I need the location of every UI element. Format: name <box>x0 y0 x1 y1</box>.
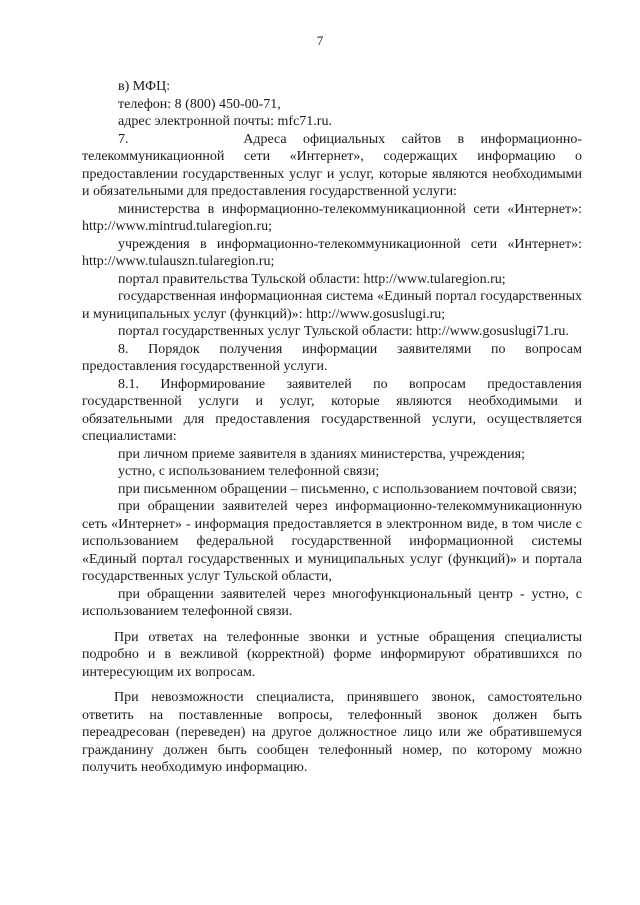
paragraph: устно, с использованием телефонной связи; <box>118 464 380 479</box>
paragraph: государственная информационная система «Единый портал государственных и муниципальных услуг (функций)»: http://www.gosuslugi.ru; <box>82 289 582 322</box>
paragraph: 8. Порядок получения информации заявителями по вопросам предоставления государственной услуги. <box>82 341 582 374</box>
paragraph: телефон: 8 (800) 450-00-71, <box>118 96 281 112</box>
paragraph: портал правительства Тульской области: http://www.tularegion.ru; <box>118 271 506 287</box>
paragraph: При ответах на телефонные звонки и устные обращения специалисты подробно и в вежливой (корректной) форме информируют обратившихся по интересующим их вопросам. <box>82 629 582 680</box>
paragraph: При невозможности специалиста, принявшего звонок, самостоятельно ответить на поставленные вопросы, телефонный звонок должен быть переадресован (переведен) на другое должностное лицо или же обратившемуся гражданину должен быть сообщен телефонный номер, по которому можно получить необходимую информацию. <box>82 690 582 775</box>
paragraph: портал государственных услуг Тульской области: http://www.gosuslugi71.ru. <box>118 324 569 339</box>
paragraph: 8.1. Информирование заявителей по вопросам предоставления государственной услуги и услуг, которые являются необходимыми и обязательными для предоставления государственной услуги, осуществляется специалистами: <box>82 376 582 444</box>
paragraph: адрес электронной почты: mfc71.ru. <box>118 114 332 129</box>
paragraph: при письменном обращении – письменно, с использованием почтовой связи; <box>118 481 578 497</box>
paragraph: учреждения в информационно-телекоммуникационной сети «Интернет»: http://www.tulauszn.tularegion.ru; <box>82 236 582 269</box>
paragraph: в) МФЦ: <box>118 79 171 94</box>
page-number: 7 <box>316 33 324 48</box>
paragraph: министерства в информационно-телекоммуникационной сети «Интернет»: http://www.mintrud.tularegion.ru; <box>82 201 582 234</box>
paragraph: при обращении заявителей через информационно-телекоммуникационную сеть «Интернет» - информация предоставляется в электронном виде, в том числе с использованием федеральной государственной информационной системы «Единый портал государственных и муниципальных услуг (функций)» и портала государственных услуг Тульской области, <box>82 499 582 584</box>
paragraph: при обращении заявителей через многофункциональный центр - устно, с использованием телефонной связи. <box>82 586 582 619</box>
paragraph: 7. Адреса официальных сайтов в информационно-телекоммуникационной сети «Интернет», содержащих информацию о предоставлении государственных услуг и услуг, которые являются необходимыми и обязательными для предоставления государственной услуги: <box>82 131 582 199</box>
document-body <box>82 78 582 777</box>
paragraph: при личном приеме заявителя в зданиях министерства, учреждения; <box>118 446 525 462</box>
